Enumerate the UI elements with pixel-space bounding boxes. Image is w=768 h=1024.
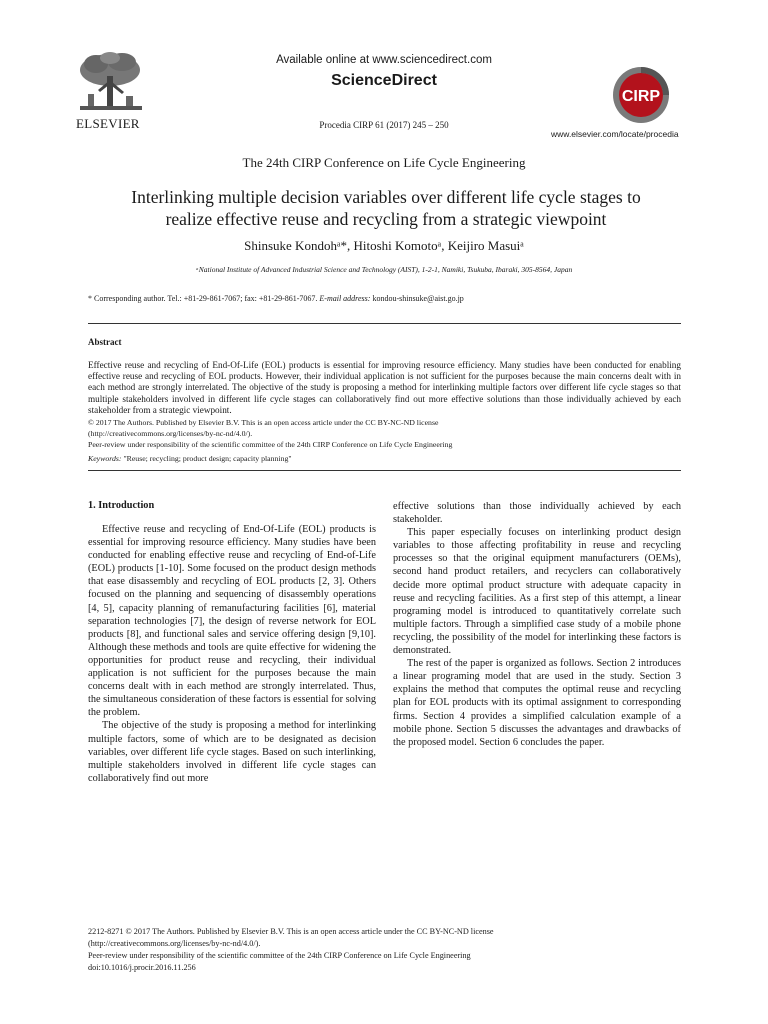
paragraph: effective solutions than those individually achieved by each stakeholder. [393, 501, 681, 526]
footer-license-link[interactable]: (http://creativecommons.org/licenses/by-nc-nd/4.0/). [88, 939, 261, 948]
abstract-text: Effective reuse and recycling of End-Of-Life (EOL) products is essential for improving resource efficiency. Many studies have been conducted for enabling effective reuse and recycling of EOL products. However, their individual application is not sufficient for the purposes because the main concerns dealt with in each method are strongly interrelated. The objective of the study is proposing a method for interlinking multiple factors over different life cycle stages so that multiple stakeholders involved in different life cycle stages can collaboratively find out more effective solutions than those individually achieved by each stakeholder from a strategic viewpoint. [88, 360, 681, 415]
elsevier-url-link[interactable]: www.elsevier.com/locate/procedia [551, 129, 679, 139]
elsevier-wordmark: ELSEVIER [76, 116, 140, 131]
keywords [88, 454, 681, 464]
author-affiliation: ᵃNational Institute of Advanced Industrial Science and Technology (AIST), 1-2-1, Namiki, Tsukuba, Ibaraki, 305-8564, Japan [195, 265, 573, 274]
paragraph: The rest of the paper is organized as follows. Section 2 introduces a linear programing model that are used in the study. Section 3 explains the method that computes the optimal reuse and recycling plan for EOL products with its optimal assignment to corresponding firms. Section 4 provides a simplified calculation example of a mobile phone. Section 5 discusses the advantages and drawbacks of the proposed model. Section 6 concludes the paper. [393, 658, 681, 748]
paper-title [80, 186, 692, 230]
keywords-label: Keywords: [88, 454, 122, 463]
right-column [393, 500, 681, 749]
journal-reference: Procedia CIRP 61 (2017) 245 – 250 [319, 120, 449, 130]
corresponding-author [88, 294, 464, 303]
left-column [88, 523, 376, 785]
footer-doi[interactable]: doi:10.1016/j.procir.2016.11.256 [88, 963, 196, 972]
cirp-logo [606, 65, 676, 125]
abstract-peer-review: Peer-review under responsibility of the scientific committee of the 24th CIRP Conference on Life Cycle Engineering [88, 440, 453, 449]
abstract-top-rule [88, 323, 681, 324]
paragraph: The objective of the study is proposing a method for interlinking multiple factors, some of which are to be designated as decision variables, over different life cycle stages. Based on such interlinking, multiple stakeholders involved in different life cycle stages can collaboratively find out more [88, 720, 376, 784]
email-label: E-mail address: [319, 294, 371, 303]
cirp-logo-text: CIRP [621, 88, 661, 105]
paper-title-line-2: realize effective reuse and recycling from a strategic viewpoint [165, 209, 607, 229]
footer-copyright: 2212-8271 © 2017 The Authors. Published by Elsevier B.V. This is an open access article under the CC BY-NC-ND license [88, 927, 494, 936]
paragraph: Effective reuse and recycling of End-Of-Life (EOL) products is essential for improving resource efficiency. Many studies have been conducted for enabling effective reuse and recycling of End-of-Life (EOL) products [1-10]. Some focused on the product design methods that ease disassembly and recycling of EOL products [2, 3]. Others focused on the planning and sequencing of disassembly operations [4, 5], capacity planning of remanufacturing facilities [6], material separation technologies [7], the design of reverse network for EOL products [8], and functional sales and service offering design [9,10]. Although these methods and tools are quite effective for widening the opportunities for product reuse and recycling, their individual application is not sufficient for the purposes because the main concerns dealt with in each method are strongly interrelated. Thus, the simultaneous consideration of these factors is essential for solving the problem. [88, 524, 376, 719]
sciencedirect-logo: ScienceDirect [331, 72, 437, 89]
abstract-copyright: © 2017 The Authors. Published by Elsevier B.V. This is an open access article under the CC BY-NC-ND license [88, 418, 439, 427]
keywords-list: "Reuse; recycling; product design; capacity planning" [121, 454, 292, 463]
email-address[interactable]: kondou-shinsuke@aist.go.jp [370, 294, 464, 303]
abstract-license-link[interactable]: (http://creativecommons.org/licenses/by-nc-nd/4.0/). [88, 429, 253, 438]
conference-name: The 24th CIRP Conference on Life Cycle Engineering [242, 155, 526, 170]
footer [88, 926, 494, 974]
paragraph: This paper especially focuses on interlinking product design variables to those affecting profitability in reuse and recycling processes so that the original equipment manufacturers (OEMs), second hand product retailers, and recyclers can collaboratively decide more optimal product structure with adequate capacity in reuse and recycling facilities. As a first step of this attempt, a linear programing model is introduced to quantitatively correlate such multiple factors. Through a simplified case study of a mobile phone recycling, the possibility of the model for interlinking these factors is demonstrated. [393, 527, 681, 657]
author-list: Shinsuke Kondohᵃ*, Hitoshi Komotoᵃ, Keijiro Masuiᵃ [244, 238, 524, 253]
footer-peer-review: Peer-review under responsibility of the scientific committee of the 24th CIRP Conference on Life Cycle Engineering [88, 951, 471, 960]
abstract-bottom-rule [88, 470, 681, 471]
section-heading: 1. Introduction [88, 500, 155, 511]
abstract-heading: Abstract [88, 337, 122, 347]
paper-title-line-1: Interlinking multiple decision variables over different life cycle stages to [131, 187, 641, 207]
corresponding-author-text: * Corresponding author. Tel.: +81-29-861-7067; fax: +81-29-861-7067. [88, 294, 320, 303]
available-online-text: Available online at www.sciencedirect.com [276, 54, 492, 66]
